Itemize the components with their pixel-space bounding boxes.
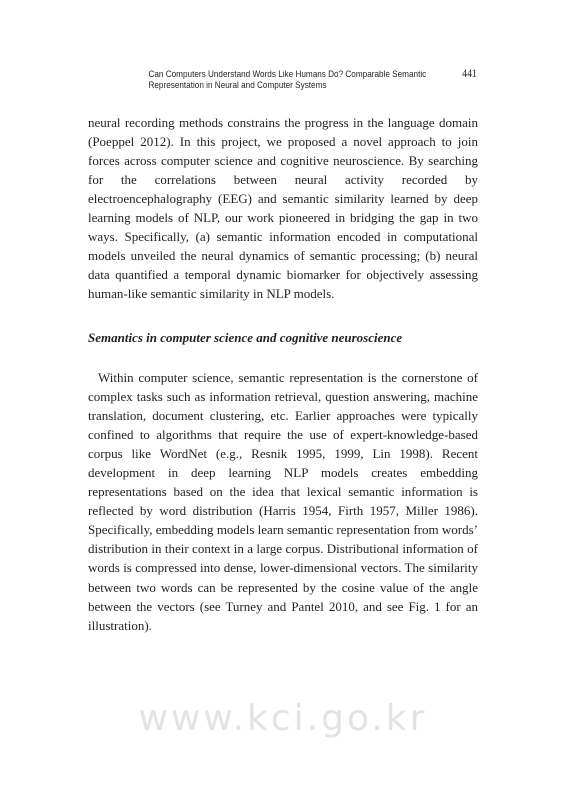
page-number: 441	[462, 68, 477, 80]
running-title: Can Computers Understand Words Like Humans Do? Comparable Semantic Representation in Neural and Computer Systems	[148, 69, 427, 91]
running-header	[148, 68, 477, 91]
body-paragraph-1: neural recording methods constrains the progress in the language domain (Poeppel 2012). In this project, we proposed a novel approach to join forces across computer science and cognitive neuroscience. By searching for the correlations between neural activity recorded by electroencephalography (EEG) and semantic similarity learned by deep learning models of NLP, our work pioneered in bridging the gap in two ways. Specifically, (a) semantic information encoded in computational models unveiled the neural dynamics of semantic processing; (b) neural data quantified a temporal dynamic biomarker for objectively assessing human-like semantic similarity in NLP models.	[88, 115, 478, 302]
section-heading: Semantics in computer science and cognitive neuroscience	[88, 330, 403, 345]
watermark: www.kci.go.kr	[138, 698, 428, 739]
body-paragraph-2: Within computer science, semantic representation is the cornerstone of complex tasks such as information retrieval, question answering, machine translation, document clustering, etc. Earlier approaches were typically confined to algorithms that require the use of expert-knowledge-based corpus like WordNet (e.g., Resnik 1995, 1999, Lin 1998). Recent development in deep learning NLP models creates embedding representations based on the idea that lexical semantic information is reflected by word distribution (Harris 1954, Firth 1957, Miller 1986). Specifically, embedding models learn semantic representation from words’ distribution in their context in a large corpus. Distributional information of words is compressed into dense, lower-dimensional vectors. The similarity between two words can be represented by the cosine value of the angle between the vectors (see Turney and Pantel 2010, and see Fig. 1 for an illustration).	[88, 370, 478, 633]
